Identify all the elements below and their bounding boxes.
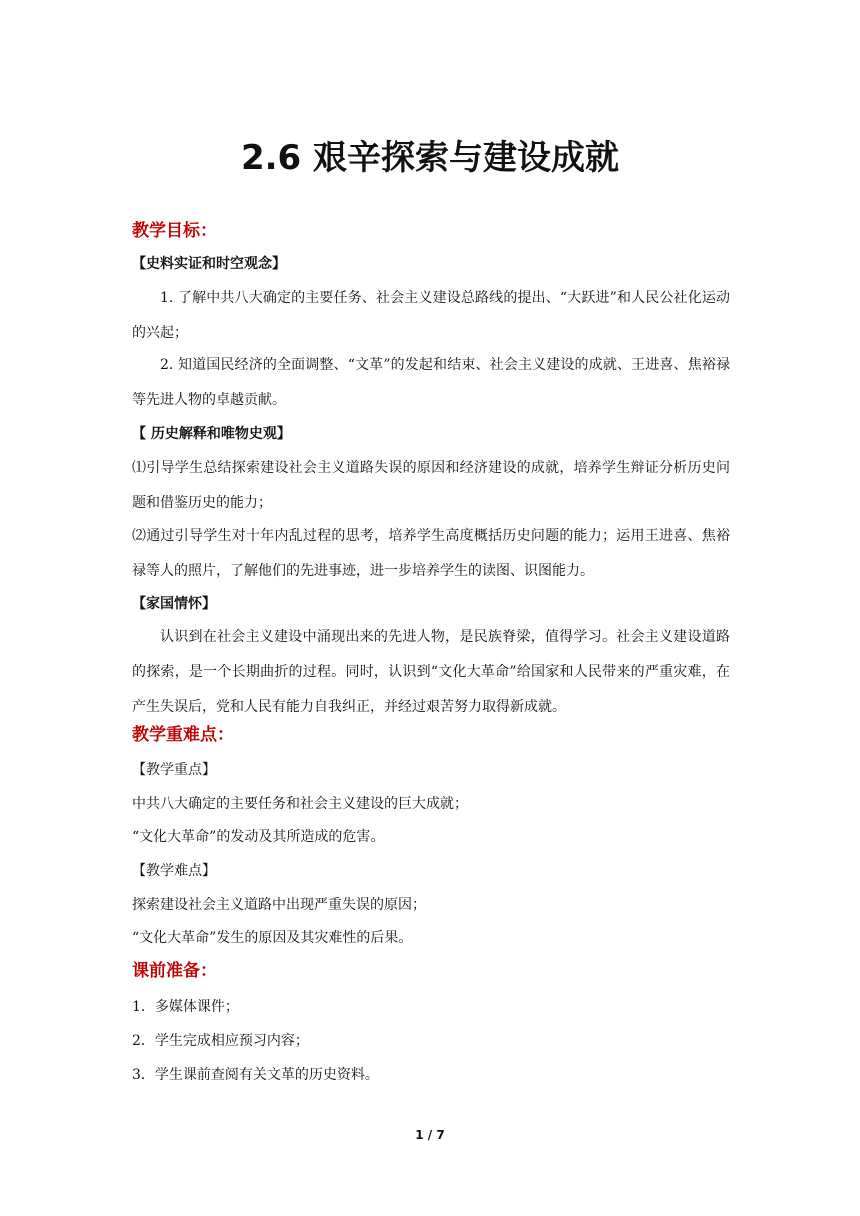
section-heading-evidence: 【史料实证和时空观念】 (132, 256, 286, 272)
difficulty-heading: 【教学难点】 (132, 863, 216, 879)
objective-item-1: 1. 了解中共八大确定的主要任务、社会主义建设总路线的提出、“大跃进”和人民公社化运动的兴起； (132, 290, 730, 341)
key-points-heading: 教学重难点： (132, 725, 234, 745)
patriotism-paragraph: 认识到在社会主义建设中涌现出来的先进人物，是民族脊梁，值得学习。社会主义建设道路的探索，是一个长期曲折的过程。同时，认识到“文化大革命”给国家和人民带来的严重灾难，在产生失误后，党和人民有能力自我纠正，并经过艰苦努力取得新成就。 (132, 629, 730, 715)
preparation-item-3: 3．学生课前查阅有关文革的历史资料。 (132, 1067, 379, 1083)
objectives-heading: 教学目标： (132, 221, 217, 241)
preparation-heading: 课前准备： (132, 961, 217, 981)
objective-item-3: ⑴引导学生总结探索建设社会主义道路失误的原因和经济建设的成就，培养学生辩证分析历史问题和借鉴历史的能力； (132, 460, 730, 511)
section-heading-interpretation: 【 历史解释和唯物史观】 (132, 426, 291, 442)
preparation-item-1: 1．多媒体课件； (132, 999, 239, 1015)
document-title: 2.6 艰辛探索与建设成就 (240, 138, 620, 178)
preparation-item-2: 2．学生完成相应预习内容； (132, 1033, 309, 1049)
focus-item-2: “文化大革命”的发动及其所造成的危害。 (132, 829, 385, 845)
difficulty-item-1: 探索建设社会主义道路中出现严重失误的原因； (132, 897, 426, 913)
page-number: 1 / 7 (415, 1128, 445, 1142)
focus-heading: 【教学重点】 (132, 762, 216, 778)
objective-item-2: 2. 知道国民经济的全面调整、“文革”的发起和结束、社会主义建设的成就、王进喜、焦裕禄等先进人物的卓越贡献。 (132, 357, 730, 408)
section-heading-patriotism: 【家国情怀】 (132, 596, 216, 612)
focus-item-1: 中共八大确定的主要任务和社会主义建设的巨大成就； (132, 796, 468, 812)
objective-item-4: ⑵通过引导学生对十年内乱过程的思考，培养学生高度概括历史问题的能力；运用王进喜、焦裕禄等人的照片，了解他们的先进事迹，进一步培养学生的读图、识图能力。 (132, 528, 730, 579)
difficulty-item-2: “文化大革命”发生的原因及其灾难性的后果。 (132, 930, 413, 946)
